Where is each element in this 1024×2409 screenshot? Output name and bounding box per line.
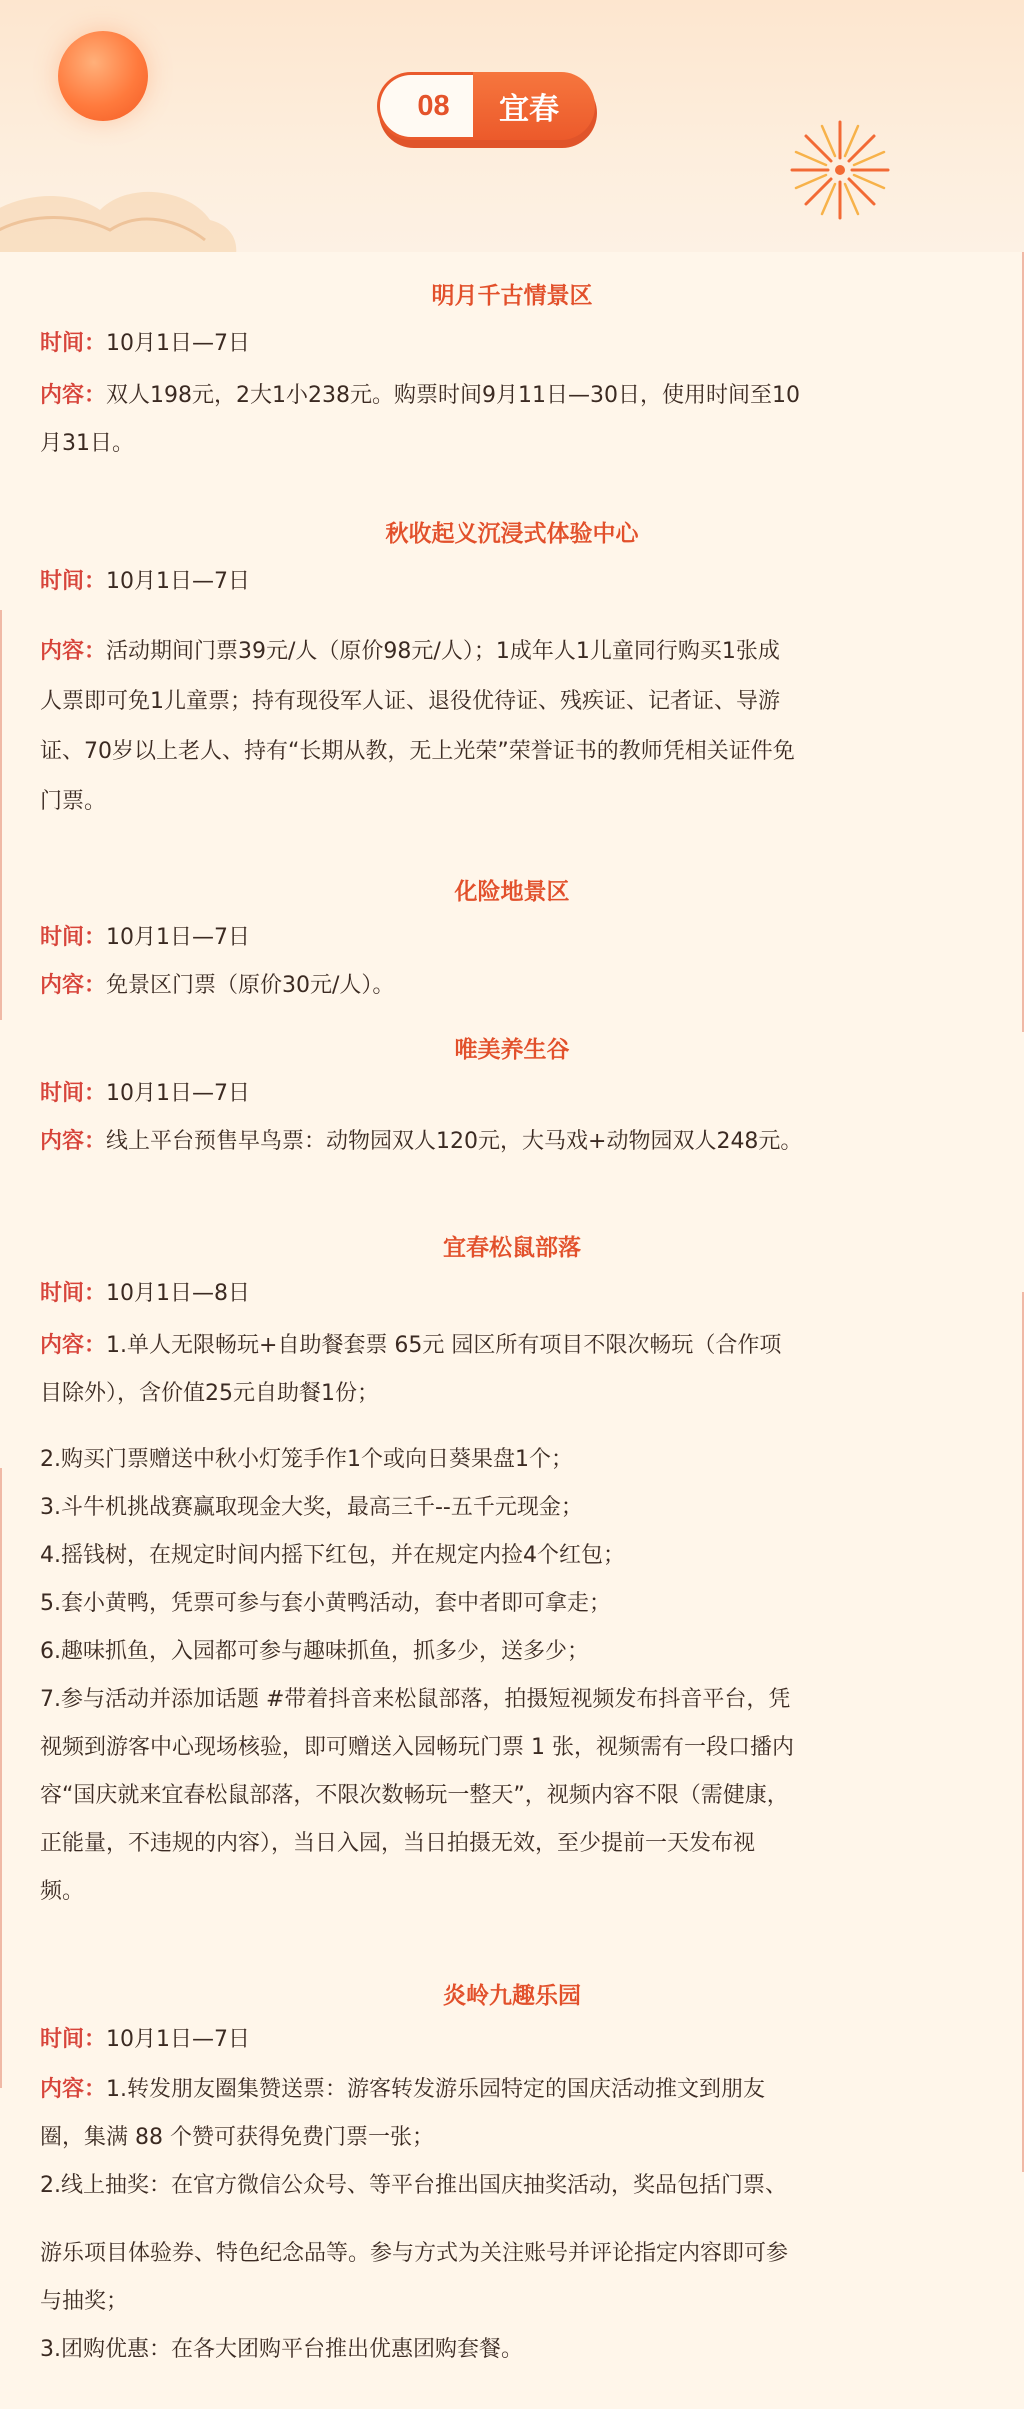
time-label: 时间： — [40, 1081, 107, 1106]
content-line: 6.趣味抓鱼，入园都可参与趣味抓鱼，抓多少，送多少； — [40, 1639, 589, 1664]
content-line: 证、70岁以上老人、持有“长期从教，无上光荣”荣誉证书的教师凭相关证件免 — [40, 739, 795, 764]
content-row — [40, 2230, 986, 2278]
time-row — [40, 2016, 986, 2064]
content-line: 人票即可免1儿童票；持有现役军人证、退役优待证、残疾证、记者证、导游 — [40, 689, 780, 714]
content-line: 目除外），含价值25元自助餐1份； — [40, 1381, 379, 1406]
content-line: 2.线上抽奖：在官方微信公众号、等平台推出国庆抽奖活动，奖品包括门票、 — [40, 2173, 787, 2198]
content-row — [40, 1436, 986, 1484]
section-badge — [377, 72, 597, 146]
left-border-top — [0, 610, 2, 1020]
badge-number: 08 — [377, 72, 473, 140]
content-line: 双人198元，2大1小238元。购票时间9月11日—30日，使用时间至10 — [106, 383, 800, 408]
content-row — [40, 1820, 986, 1868]
attraction-mingyue — [0, 276, 1024, 456]
firework-icon — [780, 110, 900, 230]
content-row — [40, 2278, 986, 2326]
content-line: 3.团购优惠：在各大团购平台推出优惠团购套餐。 — [40, 2337, 523, 2362]
content-line: 7.参与活动并添加话题 #带着抖音来松鼠部落，拍摄短视频发布抖音平台，凭 — [40, 1687, 791, 1712]
content-row — [40, 2066, 986, 2114]
content-row — [40, 728, 986, 776]
content-label: 内容： — [40, 639, 107, 664]
content-label: 内容： — [40, 1333, 107, 1358]
content-line: 游乐项目体验券、特色纪念品等。参与方式为关注账号并评论指定内容即可参 — [40, 2241, 789, 2266]
time-row — [40, 1070, 986, 1118]
content-line: 4.摇钱树，在规定时间内摇下红包，并在规定内捡4个红包； — [40, 1543, 625, 1568]
cloud-decoration — [0, 150, 240, 252]
content-row — [40, 372, 986, 420]
content-line: 圈，集满 88 个赞可获得免费门票一张； — [40, 2125, 434, 2150]
time-row — [40, 1270, 986, 1318]
content-line: 正能量，不违规的内容），当日入园，当日拍摄无效，至少提前一天发布视 — [40, 1831, 756, 1856]
content-line: 1.转发朋友圈集赞送票：游客转发游乐园特定的国庆活动推文到朋友 — [106, 2077, 766, 2102]
content-row — [40, 1532, 986, 1580]
time-value: 10月1日—7日 — [106, 331, 251, 356]
attraction-huaxiandi — [0, 872, 1024, 998]
content-row — [40, 2326, 986, 2374]
content-row — [40, 2162, 986, 2210]
content-row — [40, 1580, 986, 1628]
content-label: 内容： — [40, 383, 107, 408]
content-label: 内容： — [40, 2077, 107, 2102]
sun-decoration — [58, 31, 148, 121]
content-line: 月31日。 — [40, 431, 134, 456]
content-row — [40, 1676, 986, 1724]
attraction-title: 炎岭九趣乐园 — [443, 1983, 581, 2009]
content-line: 频。 — [40, 1879, 85, 1904]
attraction-title: 化险地景区 — [454, 879, 570, 905]
content-line: 3.斗牛机挑战赛赢取现金大奖，最高三千--五千元现金； — [40, 1495, 583, 1520]
time-value: 10月1日—7日 — [106, 569, 251, 594]
attraction-title: 秋收起义沉浸式体验中心 — [385, 521, 639, 547]
attraction-weimei — [0, 1030, 1024, 1154]
content-row — [40, 1484, 986, 1532]
badge-city: 宜春 — [473, 72, 595, 140]
content-row — [40, 1118, 986, 1166]
content-row — [40, 628, 986, 676]
content-row — [40, 1370, 986, 1418]
time-value: 10月1日—7日 — [106, 2027, 251, 2052]
content-row — [40, 2114, 986, 2162]
content-row — [40, 1322, 986, 1370]
attraction-title: 宜春松鼠部落 — [443, 1235, 581, 1261]
content-line: 与抽奖； — [40, 2289, 129, 2314]
content-row — [40, 962, 986, 1010]
content-row — [40, 1868, 986, 1916]
header-banner — [0, 0, 1024, 252]
content-line: 门票。 — [40, 789, 107, 814]
attraction-title: 明月千古情景区 — [431, 283, 593, 309]
time-label: 时间： — [40, 331, 107, 356]
time-label: 时间： — [40, 925, 107, 950]
time-label: 时间： — [40, 1281, 107, 1306]
content-line: 活动期间门票39元/人（原价98元/人）；1成年人1儿童同行购买1张成 — [106, 639, 780, 664]
content-line: 线上平台预售早鸟票：动物园双人120元，大马戏+动物园双人248元。 — [106, 1129, 803, 1154]
content-row — [40, 1772, 986, 1820]
content-row — [40, 678, 986, 726]
content-row — [40, 1628, 986, 1676]
content-area — [0, 252, 1024, 2409]
attraction-yanling — [0, 1976, 1024, 2362]
content-line: 免景区门票（原价30元/人）。 — [106, 973, 395, 998]
content-line: 2.购买门票赠送中秋小灯笼手作1个或向日葵果盘1个； — [40, 1447, 573, 1472]
time-value: 10月1日—8日 — [106, 1281, 251, 1306]
content-label: 内容： — [40, 973, 107, 998]
content-line: 1.单人无限畅玩+自助餐套票 65元 园区所有项目不限次畅玩（合作项 — [106, 1333, 782, 1358]
time-value: 10月1日—7日 — [106, 925, 251, 950]
content-line: 5.套小黄鸭，凭票可参与套小黄鸭活动，套中者即可拿走； — [40, 1591, 611, 1616]
content-row — [40, 778, 986, 826]
content-label: 内容： — [40, 1129, 107, 1154]
time-row — [40, 914, 986, 962]
attraction-songshu — [0, 1228, 1024, 1904]
content-line: 视频到游客中心现场核验，即可赠送入园畅玩门票 1 张，视频需有一段口播内 — [40, 1735, 794, 1760]
attraction-title: 唯美养生谷 — [454, 1037, 570, 1063]
content-line: 容“国庆就来宜春松鼠部落，不限次数畅玩一整天”，视频内容不限（需健康， — [40, 1783, 789, 1808]
time-label: 时间： — [40, 569, 107, 594]
time-label: 时间： — [40, 2027, 107, 2052]
time-row — [40, 558, 986, 606]
time-row — [40, 320, 986, 368]
content-row — [40, 1724, 986, 1772]
time-value: 10月1日—7日 — [106, 1081, 251, 1106]
content-row — [40, 420, 986, 468]
attraction-qiushou — [0, 514, 1024, 814]
